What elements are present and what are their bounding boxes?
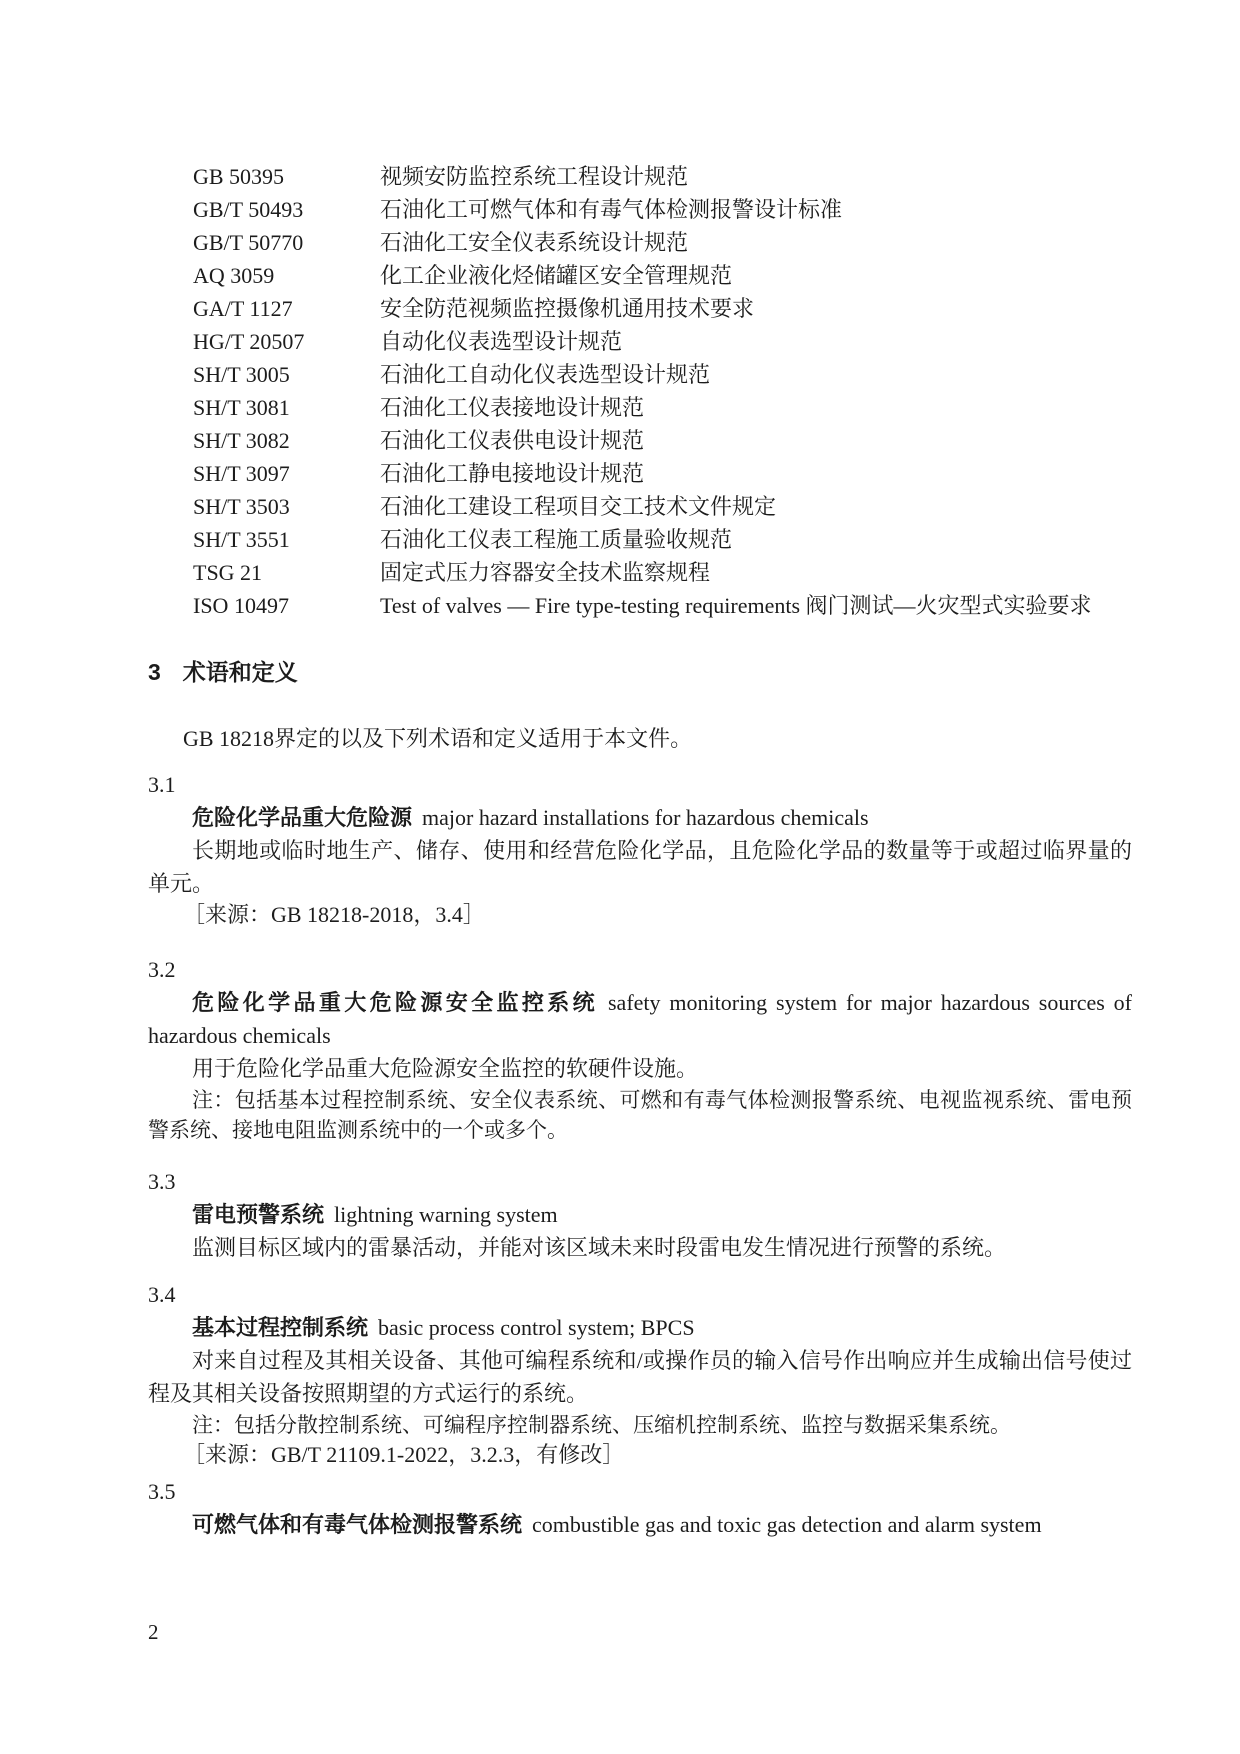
term-name — [148, 1508, 1132, 1541]
reference-row — [148, 490, 1132, 523]
reference-code: SH/T 3551 — [193, 527, 290, 552]
reference-code: AQ 3059 — [193, 263, 275, 288]
term-name — [148, 801, 1132, 834]
reference-row — [148, 292, 1132, 325]
reference-title: 石油化工仪表工程施工质量验收规范 — [380, 527, 733, 552]
reference-code: GA/T 1127 — [193, 296, 293, 321]
reference-title: 安全防范视频监控摄像机通用技术要求 — [380, 296, 755, 321]
term-name — [148, 1311, 1132, 1344]
reference-code: GB/T 50770 — [193, 230, 304, 255]
reference-code: GB 50395 — [193, 164, 285, 189]
term-name-zh: 可燃气体和有毒气体检测报警系统 — [192, 1512, 523, 1537]
reference-title: 自动化仪表选型设计规范 — [380, 329, 623, 354]
reference-code: SH/T 3097 — [193, 461, 290, 486]
term-number: 3.4 — [148, 1282, 176, 1307]
term-note: 注：包括分散控制系统、可编程序控制器系统、压缩机控制系统、监控与数据采集系统。 — [192, 1413, 1011, 1437]
term-number: 3.2 — [148, 957, 176, 982]
reference-title: 石油化工静电接地设计规范 — [380, 461, 645, 486]
section-number: 3 — [148, 659, 161, 685]
term-definition: 对来自过程及其相关设备、其他可编程系统和/或操作员的输入信号作出响应并生成输出信号使过程及其相关设备按照期望的方式运行的系统。 — [148, 1348, 1132, 1406]
reference-title: 石油化工安全仪表系统设计规范 — [380, 230, 689, 255]
term-name — [148, 986, 1132, 1052]
section-heading — [148, 656, 1132, 689]
reference-title: 化工企业液化烃储罐区安全管理规范 — [380, 263, 733, 288]
term-source: ［来源：GB 18218-2018，3.4］ — [183, 902, 485, 927]
page-content — [148, 0, 1132, 1541]
reference-row — [148, 391, 1132, 424]
reference-title: 石油化工可燃气体和有毒气体检测报警设计标准 — [380, 197, 843, 222]
reference-row — [148, 589, 1132, 622]
reference-row — [148, 523, 1132, 556]
reference-row — [148, 325, 1132, 358]
reference-row — [148, 160, 1132, 193]
reference-code: SH/T 3082 — [193, 428, 290, 453]
reference-title: 固定式压力容器安全技术监察规程 — [380, 560, 711, 585]
reference-title: 石油化工建设工程项目交工技术文件规定 — [380, 494, 777, 519]
term-number: 3.1 — [148, 772, 176, 797]
page-number: 2 — [148, 1620, 159, 1644]
reference-title: 石油化工自动化仪表选型设计规范 — [380, 362, 711, 387]
reference-code: GB/T 50493 — [193, 197, 304, 222]
term-definition: 用于危险化学品重大危险源安全监控的软硬件设施。 — [192, 1056, 699, 1081]
reference-row — [148, 358, 1132, 391]
reference-code: HG/T 20507 — [193, 329, 305, 354]
reference-row — [148, 193, 1132, 226]
reference-code: SH/T 3503 — [193, 494, 290, 519]
section-title: 术语和定义 — [182, 659, 298, 685]
reference-title: 石油化工仪表接地设计规范 — [380, 395, 645, 420]
term-note: 注：包括基本过程控制系统、安全仪表系统、可燃和有毒气体检测报警系统、电视监视系统、雷电预警系统、接地电阻监测系统中的一个或多个。 — [148, 1088, 1132, 1142]
reference-code: SH/T 3081 — [193, 395, 290, 420]
term-source: ［来源：GB/T 21109.1-2022，3.2.3，有修改］ — [183, 1442, 625, 1467]
reference-row — [148, 556, 1132, 589]
term-name-en: lightning warning system — [334, 1202, 558, 1227]
reference-code: SH/T 3005 — [193, 362, 290, 387]
reference-row — [148, 259, 1132, 292]
reference-title: 石油化工仪表供电设计规范 — [380, 428, 645, 453]
section-intro: GB 18218界定的以及下列术语和定义适用于本文件。 — [183, 726, 693, 751]
term-name-en: safety monitoring system for major hazardous sources of hazardous chemicals — [148, 990, 1132, 1048]
reference-row — [148, 457, 1132, 490]
term-number: 3.5 — [148, 1479, 176, 1504]
term-name-en: combustible gas and toxic gas detection and alarm system — [532, 1512, 1042, 1537]
term-definition: 监测目标区域内的雷暴活动，并能对该区域未来时段雷电发生情况进行预警的系统。 — [192, 1235, 1007, 1260]
term-name-zh: 基本过程控制系统 — [192, 1315, 369, 1340]
term-name-zh: 雷电预警系统 — [192, 1202, 325, 1227]
reference-row — [148, 424, 1132, 457]
term-name-zh: 危险化学品重大危险源安全监控系统 — [192, 990, 598, 1015]
reference-title: 视频安防监控系统工程设计规范 — [380, 164, 689, 189]
reference-row — [148, 226, 1132, 259]
term-name — [148, 1198, 1132, 1231]
term-definition: 长期地或临时地生产、储存、使用和经营危险化学品，且危险化学品的数量等于或超过临界量的单元。 — [148, 838, 1132, 896]
reference-code: TSG 21 — [193, 560, 263, 585]
term-name-en: basic process control system; BPCS — [378, 1315, 695, 1340]
reference-title: Test of valves — Fire type-testing requirements 阀门测试—火灾型式实验要求 — [380, 593, 1092, 618]
term-number: 3.3 — [148, 1169, 176, 1194]
term-name-en: major hazard installations for hazardous chemicals — [422, 805, 869, 830]
term-name-zh: 危险化学品重大危险源 — [192, 805, 413, 830]
normative-references-list — [148, 0, 1132, 622]
reference-code: ISO 10497 — [193, 593, 289, 618]
